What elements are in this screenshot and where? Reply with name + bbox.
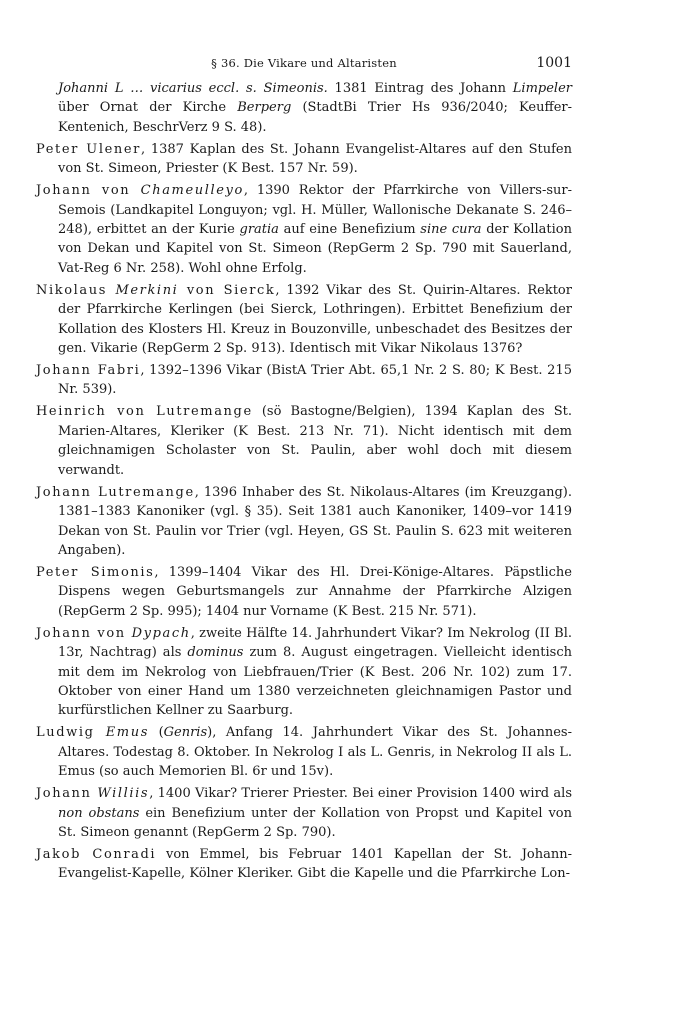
entry-name: Johann Lutremange <box>36 484 195 500</box>
entry-fabri <box>36 361 572 400</box>
entry-chameulleyo <box>36 181 572 278</box>
entry-text: , 1387 Kaplan des St. Johann Evangelist-Altares auf den Stufen von St. Simeon, Priester (K Best. 157 Nr. 59). <box>58 141 572 177</box>
entry-name: Heinrich von Lutremange <box>36 404 253 420</box>
italic-text: non obstans <box>58 805 140 821</box>
entry-name: Johann von <box>36 183 141 199</box>
entry-text: ), Anfang 14. Jahrhundert Vikar des St. Johannes-Altares. Todestag 8. Oktober. In Nekrolog I als L. Genris, in Nekrolog II als L. Emus (so auch Memorien Bl. 6r und 15v). <box>58 725 572 780</box>
entry-name-italic: Williis <box>97 786 150 802</box>
body-text <box>36 79 572 886</box>
italic-text: Limpeler <box>512 81 572 96</box>
entry-name-italic: Emus <box>105 725 149 741</box>
entry-name: Jakob Conradi <box>36 846 157 862</box>
running-title: § 36. Die Vikare und Altaristen <box>211 56 397 70</box>
entry-name: von Sierck <box>178 282 276 298</box>
entry-name-italic: Dypach <box>131 625 191 641</box>
entry-name: Johann von <box>36 625 132 641</box>
italic-text: dominus <box>187 645 244 661</box>
entry-emus <box>36 723 572 781</box>
entry-text: ein Benefizium unter der Kollation von Propst und Kapitel von St. Simeon genannt (RepGerm 2 Sp. 790). <box>58 805 572 840</box>
entry-name: Johann <box>36 786 98 802</box>
entry-name: Ludwig <box>36 725 106 741</box>
entry-text: 1381 Eintrag des Johann <box>327 81 513 96</box>
entry-text: (StadtBi Trier Hs 936/2040; Keuffer-Kentenich, BeschrVerz 9 S. 48). <box>58 100 573 135</box>
entry-name: Nikolaus <box>36 282 116 298</box>
entry-text: , 1396 Inhaber des St. Nikolaus-Altares (im Kreuzgang). 1381–1383 Kanoniker (vgl. § 35). Seit 1381 auch Kanoniker, 1409–vor 1419 Dekan von St. Paulin vor Trier (vgl. Heyen, GS St. Paulin S. 623 mit weiteren Angaben). <box>58 484 572 558</box>
italic-text: gratia <box>239 222 279 238</box>
entry-conradi <box>36 845 572 884</box>
entry-text: , 1390 Rektor der Pfarrkirche von Villers-sur-Semois (Landkapitel Longuyon; vgl. H. Müller, Wallonische Dekanate S. 246–248), erbittet an der Kurie <box>58 183 572 238</box>
entry-text: zum 8. August eingetragen. Vielleicht identisch mit dem im Nekrolog von Liebfrauen/Trier (K Best. 206 Nr. 102) zum 17. Oktober von einer Hand um 1380 verzeichneten gleichnamigen Pastor und kurfürstlichen Kellner zu Saarburg. <box>58 645 572 719</box>
entry-text: , 1392–1396 Vikar (BistA Trier Abt. 65,1 Nr. 2 S. 80; K Best. 215 Nr. 539). <box>58 363 572 398</box>
italic-text: Berperg <box>237 100 292 116</box>
entry-williis <box>36 784 572 842</box>
entry-merkini <box>36 281 572 359</box>
entry-simonis <box>36 563 572 621</box>
entry-dypach <box>36 624 572 721</box>
italic-text: Johanni L … vicarius eccl. s. Simeonis. <box>58 81 328 96</box>
entry-lutremange-heinrich <box>36 402 572 480</box>
entry-name: Johann Fabri <box>36 363 141 379</box>
entry-limpeler <box>36 79 572 137</box>
entry-text: von Emmel, bis Februar 1401 Kapellan der St. Johann-Evangelist-Kapelle, Kölner Kleriker. Gibt die Kapelle und die Pfarrkirche Lon- <box>58 846 572 882</box>
entry-name: Peter Simonis <box>36 564 155 580</box>
italic-text: Genris <box>163 725 208 741</box>
entry-ulener <box>36 140 572 179</box>
entry-text: (sö Bastogne/Belgien), 1394 Kaplan des St. Marien-Altares, Kleriker (K Best. 213 Nr. 71). Nicht identisch mit dem gleichnamigen Scholaster von St. Paulin, aber wohl doch mit diesem verwandt. <box>58 404 572 478</box>
entry-text: , 1399–1404 Vikar des Hl. Drei-Könige-Altares. Päpstliche Dispens wegen Geburtsmangels zur Annahme der Pfarrkirche Alzigen (RepGerm 2 Sp. 995); 1404 nur Vorname (K Best. 215 Nr. 571). <box>58 564 572 619</box>
entry-text: über Ornat der Kirche <box>58 100 238 116</box>
italic-text: sine cura <box>420 222 482 238</box>
entry-text: , 1392 Vikar des St. Quirin-Altares. Rektor der Pfarrkirche Kerlingen (bei Sierck, Lothringen). Erbittet Benefizium der Kollation des Klosters Hl. Kreuz in Bouzonville, unbeschadet des Besitzes der gen. Vikarie (RepGerm 2 Sp. 913). Identisch mit Vikar Nikolaus 1376? <box>58 282 572 357</box>
entry-text: , 1400 Vikar? Trierer Priester. Bei einer Provision 1400 wird als <box>149 786 572 802</box>
running-head <box>36 52 572 74</box>
entry-name-italic: Merkini <box>115 282 179 298</box>
entry-name: Peter Ulener <box>36 141 141 157</box>
entry-text: ( <box>148 725 164 741</box>
entry-text: auf eine Benefizium <box>278 222 421 238</box>
entry-lutremange-johann <box>36 483 572 561</box>
entry-name-italic: Chameulleyo <box>140 183 244 199</box>
entry-text: , zweite Hälfte 14. Jahrhundert Vikar? Im Nekrolog (II Bl. 13r, Nachtrag) als <box>58 625 572 661</box>
entry-text: der Kollation von Dekan und Kapitel von St. Simeon (RepGerm 2 Sp. 790 mit Sauerland, Vat-Reg 6 Nr. 258). Wohl ohne Erfolg. <box>58 222 572 276</box>
page-number: 1001 <box>536 55 572 71</box>
